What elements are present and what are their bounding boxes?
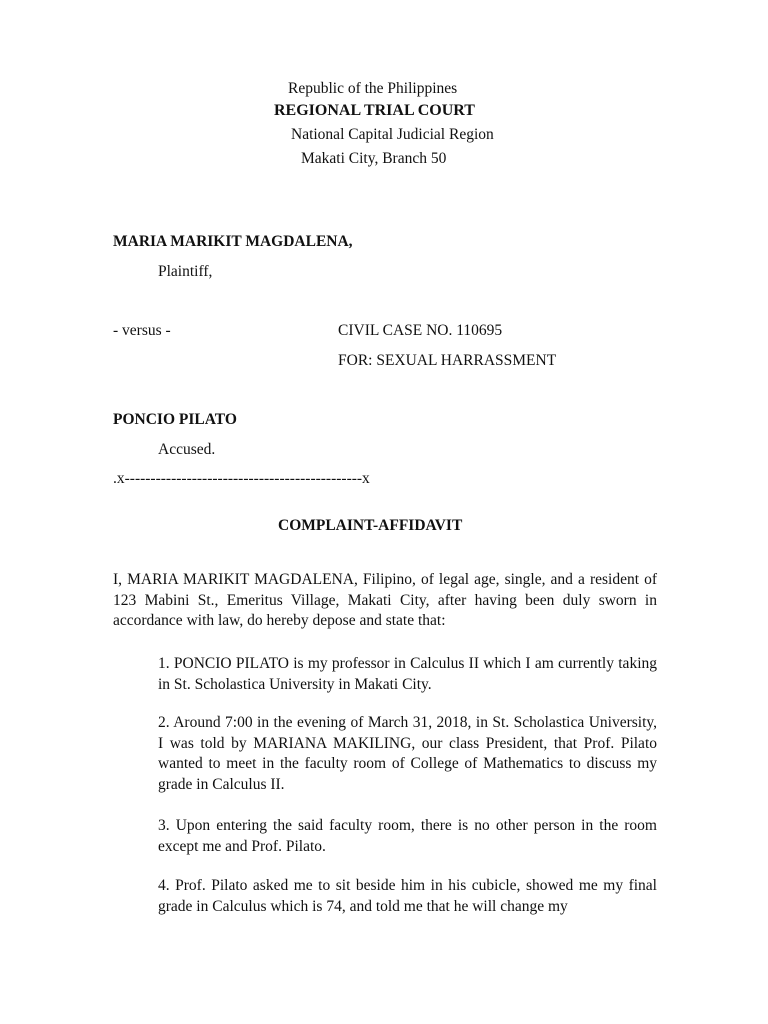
header-branch: Makati City, Branch 50 [301,150,447,167]
document-title: COMPLAINT-AFFIDAVIT [278,517,463,534]
numbered-paragraph-1: 1. PONCIO PILATO is my professor in Calculus II which I am currently taking in St. Scholastica University in Makati City. [158,655,657,693]
plaintiff-role: Plaintiff, [158,263,213,280]
intro-paragraph: I, MARIA MARIKIT MAGDALENA, Filipino, of legal age, single, and a resident of 123 Mabini St., Emeritus Village, Makati City, after having been duly sworn in accordance with law, do hereby depose and state that: [113,571,657,629]
accused-name: PONCIO PILATO [113,411,237,428]
header-republic: Republic of the Philippines [288,80,458,97]
plaintiff-name: MARIA MARIKIT MAGDALENA, [113,233,353,250]
caption-separator: .x----------------------------------------------x [113,470,370,487]
numbered-paragraph-4: 4. Prof. Pilato asked me to sit beside him in his cubicle, showed me my final grade in Calculus which is 74, and told me that he will change my [158,877,657,915]
case-subject: FOR: SEXUAL HARRASSMENT [338,352,557,369]
case-number: CIVIL CASE NO. 110695 [338,322,503,339]
numbered-paragraph-3: 3. Upon entering the said faculty room, there is no other person in the room except me and Prof. Pilato. [158,817,657,855]
header-region: National Capital Judicial Region [291,126,494,143]
accused-role: Accused. [158,441,216,458]
numbered-paragraph-2: 2. Around 7:00 in the evening of March 31, 2018, in St. Scholastica University, I was told by MARIANA MAKILING, our class President, that Prof. Pilato wanted to meet in the faculty room of College of Mathematics to discuss my grade in Calculus II. [158,714,657,793]
header-court: REGIONAL TRIAL COURT [274,102,475,119]
versus-label: - versus - [113,322,171,339]
